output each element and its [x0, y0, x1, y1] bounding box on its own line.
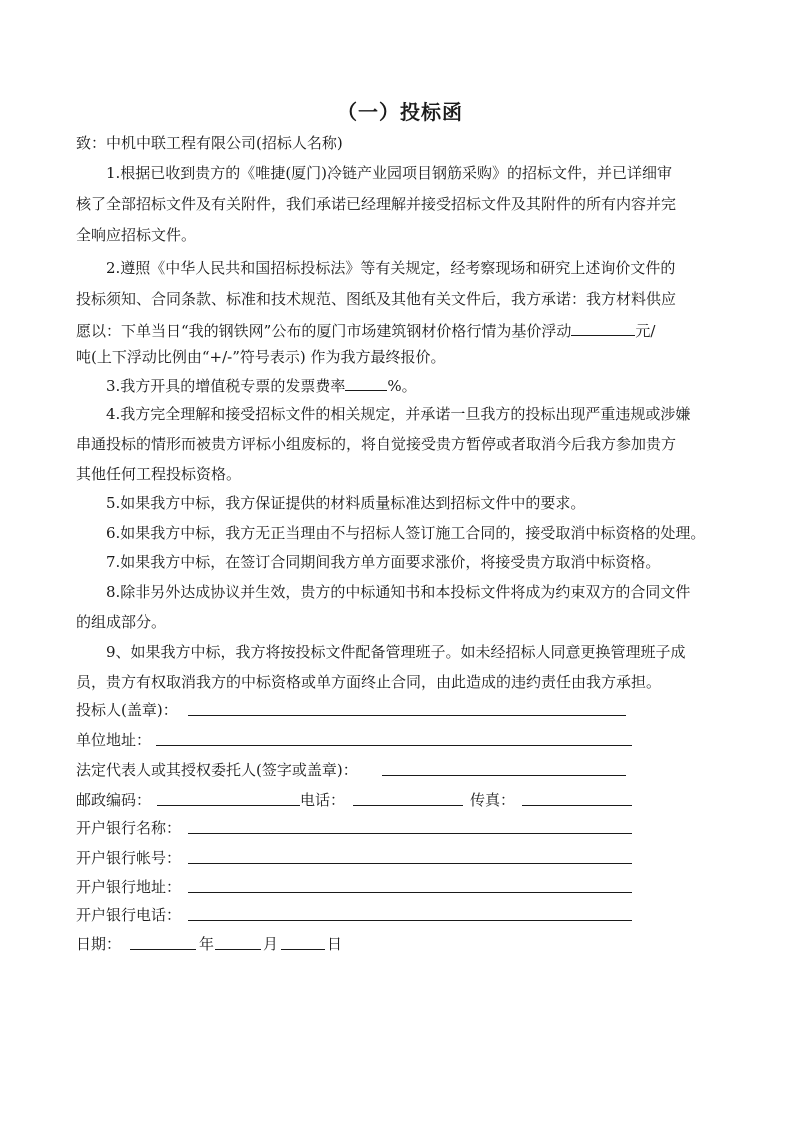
phone-label: 电话： — [300, 791, 346, 809]
bidder-label: 投标人(盖章)： — [76, 701, 178, 719]
bank-phone-field[interactable] — [188, 920, 632, 921]
phone-field[interactable] — [353, 805, 463, 806]
percent-sign: %。 — [387, 377, 417, 395]
paragraph-1-line-3: 全响应招标文件。 — [76, 226, 197, 244]
paragraph-9-line-2: 员，贵方有权取消我方的中标资格或单方面终止合同，由此造成的违约责任由我方承担。 — [76, 673, 662, 691]
paragraph-2-line-3 — [76, 320, 655, 341]
paragraph-9-line-1: 9、如果我方中标，我方将按投标文件配备管理班子。如未经招标人同意更换管理班子成 — [106, 643, 686, 661]
fax-label: 传真： — [470, 791, 516, 809]
bank-phone-label: 开户银行电话： — [76, 906, 182, 924]
paragraph-4-line-2: 串通投标的情形而被贵方评标小组废标的，将自觉接受贵方暂停或者取消今后我方参加贵方 — [76, 435, 677, 453]
bidder-field[interactable] — [188, 715, 626, 716]
paragraph-5: 5.如果我方中标，我方保证提供的材料质量标准达到招标文件中的要求。 — [106, 494, 586, 512]
paragraph-2-line-1: 2.遵照《中华人民共和国招标投标法》等有关规定，经考察现场和研究上述询价文件的 — [106, 259, 676, 277]
address-label: 单位地址： — [76, 731, 152, 749]
date-day-field[interactable] — [281, 949, 325, 950]
postcode-label: 邮政编码： — [76, 791, 152, 809]
paragraph-2-line-2: 投标须知、合同条款、标准和技术规范、图纸及其他有关文件后，我方承诺：我方材料供应 — [76, 290, 677, 308]
legal-rep-label: 法定代表人或其授权委托人(签字或盖章)： — [76, 761, 358, 779]
unit-yuan-per: 元/ — [635, 322, 656, 340]
postcode-field[interactable] — [157, 805, 300, 806]
date-year-field[interactable] — [130, 949, 196, 950]
bank-account-label: 开户银行帐号： — [76, 849, 182, 867]
bank-account-field[interactable] — [188, 863, 632, 864]
address-field[interactable] — [156, 745, 632, 746]
bank-address-label: 开户银行地址： — [76, 878, 182, 896]
bank-address-field[interactable] — [188, 892, 632, 893]
paragraph-1-line-1: 1.根据已收到贵方的《唯捷(厦门)冷链产业园项目钢筋采购》的招标文件，并已详细审 — [106, 164, 673, 182]
paragraph-1-line-2: 核了全部招标文件及有关附件，我们承诺已经理解并接受招标文件及其附件的所有内容并完 — [76, 195, 677, 213]
paragraph-3-text: 3.我方开具的增值税专票的发票费率 — [106, 377, 346, 395]
paragraph-2-line-4: 吨(上下浮动比例由“+/-”符号表示) 作为我方最终报价。 — [76, 348, 446, 366]
bank-name-field[interactable] — [188, 833, 632, 834]
date-label: 日期： — [76, 935, 122, 953]
paragraph-7: 7.如果我方中标，在签订合同期间我方单方面要求涨价，将接受贵方取消中标资格。 — [106, 553, 661, 571]
paragraph-6: 6.如果我方中标，我方无正当理由不与招标人签订施工合同的，接受取消中标资格的处理。 — [106, 524, 706, 542]
invoice-rate-blank[interactable] — [345, 375, 387, 391]
paragraph-3 — [106, 375, 417, 396]
fax-field[interactable] — [522, 805, 632, 806]
year-label: 年 — [199, 935, 215, 953]
paragraph-8-line-1: 8.除非另外达成协议并生效，贵方的中标通知书和本投标文件将成为约束双方的合同文件 — [106, 583, 691, 601]
date-month-field[interactable] — [215, 949, 261, 950]
month-label: 月 — [263, 935, 279, 953]
paragraph-4-line-1: 4.我方完全理解和接受招标文件的相关规定，并承诺一旦我方的投标出现严重违规或涉嫌 — [106, 405, 691, 423]
paragraph-8-line-2: 的组成部分。 — [76, 613, 167, 631]
day-label: 日 — [327, 935, 343, 953]
addressee: 致：中机中联工程有限公司(招标人名称) — [76, 134, 343, 152]
bank-name-label: 开户银行名称： — [76, 819, 182, 837]
paragraph-4-line-3: 其他任何工程投标资格。 — [76, 465, 242, 483]
page-title: （一）投标函 — [337, 100, 463, 124]
legal-rep-field[interactable] — [382, 775, 626, 776]
float-price-blank[interactable] — [571, 320, 635, 336]
paragraph-2-line-3-text: 愿以：下单当日“我的钢铁网”公布的厦门市场建筑钢材价格行情为基价浮动 — [76, 322, 572, 340]
